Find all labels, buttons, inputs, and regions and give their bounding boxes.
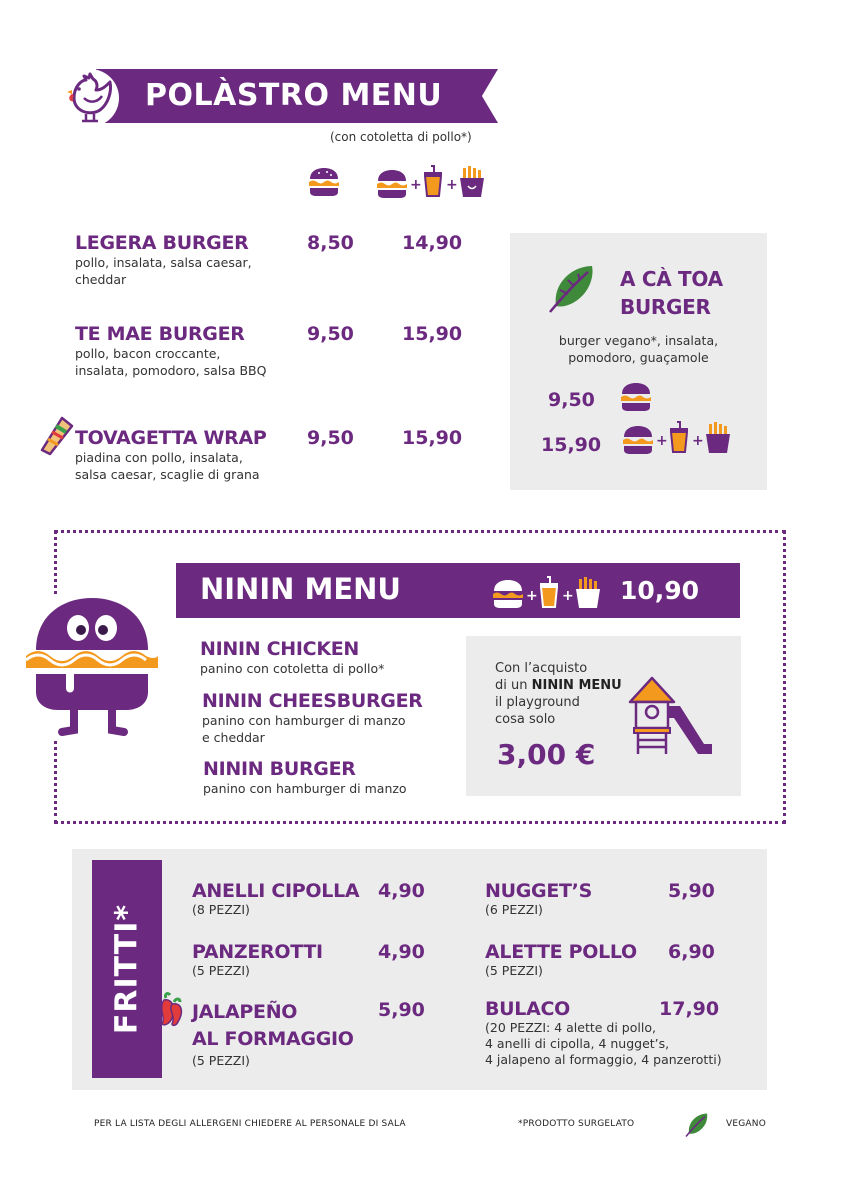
item-name: ANELLI CIPOLLA: [192, 880, 360, 902]
ninin-item: [202, 690, 423, 746]
playground-line-text: di un: [495, 678, 532, 693]
fritti-label: FRITTI*: [109, 903, 145, 1035]
item-description: cheddar: [75, 272, 127, 287]
fritti-item: [192, 999, 354, 1069]
frozen-note: *PRODOTTO SURGELATO: [518, 1119, 635, 1129]
item-description: e cheddar: [202, 730, 265, 745]
page-title: POLÀSTRO MENU: [145, 78, 443, 113]
item-name: JALAPEÑO: [192, 1001, 298, 1023]
item-name: NININ CHICKEN: [200, 638, 360, 660]
vegan-title-line: A CÀ TOA: [620, 267, 723, 291]
svg-text:+: +: [446, 177, 458, 193]
fritti-item: [485, 880, 592, 918]
item-description: pollo, bacon croccante,: [75, 346, 221, 361]
item-portion: (20 PEZZI: 4 alette di pollo,: [485, 1020, 656, 1035]
svg-text:+: +: [562, 588, 574, 604]
playground-text: [495, 660, 622, 728]
wrap-icon: [36, 414, 74, 456]
item-price-menu: 14,90: [402, 232, 463, 254]
burger-icon: [308, 167, 340, 197]
item-price-menu: 15,90: [402, 427, 463, 449]
playground-price: 3,00 €: [497, 738, 596, 771]
leaf-icon: [546, 264, 598, 314]
playground-line: [495, 677, 622, 694]
item-portion: (5 PEZZI): [192, 1053, 250, 1068]
playground-line: il playground: [495, 695, 580, 710]
item-description: insalata, pomodoro, salsa BBQ: [75, 363, 267, 378]
item-portion: 4 anelli di cipolla, 4 nugget’s,: [485, 1036, 670, 1051]
vegan-title: [620, 265, 723, 321]
burger-icon: [620, 382, 652, 412]
item-price: 17,90: [659, 998, 720, 1020]
menu-item: [75, 323, 266, 379]
item-price: 5,90: [378, 999, 425, 1021]
item-name: NUGGET’S: [485, 880, 592, 902]
ninin-title: NININ MENU: [200, 572, 401, 606]
item-name: TOVAGETTA WRAP: [75, 427, 267, 449]
item-description: piadina con pollo, insalata,: [75, 450, 243, 465]
vegan-legend: VEGANO: [726, 1119, 766, 1129]
fritti-item: [192, 941, 323, 979]
ninin-price: 10,90: [620, 576, 700, 605]
vegan-description-line: pomodoro, guaçamole: [568, 350, 709, 365]
item-name: TE MAE BURGER: [75, 323, 245, 345]
vegan-title-line: BURGER: [620, 295, 711, 319]
menu-combo-icon: [374, 164, 486, 198]
item-portion: (8 PEZZI): [192, 902, 250, 917]
item-name: NININ BURGER: [203, 758, 356, 780]
playground-line: Con l’acquisto: [495, 661, 588, 676]
item-description: panino con hamburger di manzo: [202, 713, 406, 728]
item-portion: 4 jalapeno al formaggio, 4 panzerotti): [485, 1052, 722, 1067]
allergen-note: PER LA LISTA DEGLI ALLERGENI CHIEDERE AL PERSONALE DI SALA: [94, 1119, 406, 1129]
playground-icon: [628, 672, 714, 756]
chili-icon: [152, 992, 188, 1028]
item-portion: (6 PEZZI): [485, 902, 543, 917]
menu-combo-icon: [490, 573, 606, 611]
item-name: LEGERA BURGER: [75, 232, 249, 254]
item-name: NININ CHEESBURGER: [202, 690, 423, 712]
fritti-item: [485, 941, 637, 979]
svg-text:+: +: [410, 177, 422, 193]
item-price-single: 9,50: [307, 323, 354, 345]
burger-mascot-icon: [22, 594, 162, 740]
menu-combo-icon: [620, 420, 732, 454]
svg-text:+: +: [526, 588, 538, 604]
item-description: salsa caesar, scaglie di grana: [75, 467, 260, 482]
vegan-description-line: burger vegano*, insalata,: [558, 333, 719, 348]
item-name: AL FORMAGGIO: [192, 1028, 354, 1050]
item-name: ALETTE POLLO: [485, 941, 637, 963]
menu-item: [75, 427, 267, 483]
item-name: BULACO: [485, 998, 571, 1020]
ninin-item: [200, 638, 384, 677]
playground-line-bold: NININ MENU: [531, 678, 622, 693]
item-description: pollo, insalata, salsa caesar,: [75, 255, 252, 270]
item-price-single: 9,50: [307, 427, 354, 449]
item-price-single: 8,50: [307, 232, 354, 254]
menu-item: [75, 232, 252, 288]
page-subtitle: (con cotoletta di pollo*): [330, 130, 472, 144]
item-price: 5,90: [668, 880, 715, 902]
item-name: PANZEROTTI: [192, 941, 323, 963]
item-price: 6,90: [668, 941, 715, 963]
item-price: 4,90: [378, 941, 425, 963]
playground-line: cosa solo: [495, 712, 556, 727]
item-price: 4,90: [378, 880, 425, 902]
chicken-icon: [60, 68, 120, 128]
leaf-icon: [684, 1112, 710, 1138]
vegan-description: [510, 332, 767, 366]
vegan-price-single: 9,50: [548, 389, 595, 411]
svg-text:+: +: [692, 433, 704, 449]
item-price-menu: 15,90: [402, 323, 463, 345]
fritti-item: [192, 880, 359, 918]
vegan-price-menu: 15,90: [541, 434, 602, 456]
item-portion: (5 PEZZI): [192, 963, 250, 978]
ninin-item: [203, 758, 407, 797]
svg-text:+: +: [656, 433, 668, 449]
item-description: panino con cotoletta di pollo*: [200, 661, 385, 676]
item-portion: (5 PEZZI): [485, 963, 543, 978]
item-description: panino con hamburger di manzo: [203, 781, 407, 796]
